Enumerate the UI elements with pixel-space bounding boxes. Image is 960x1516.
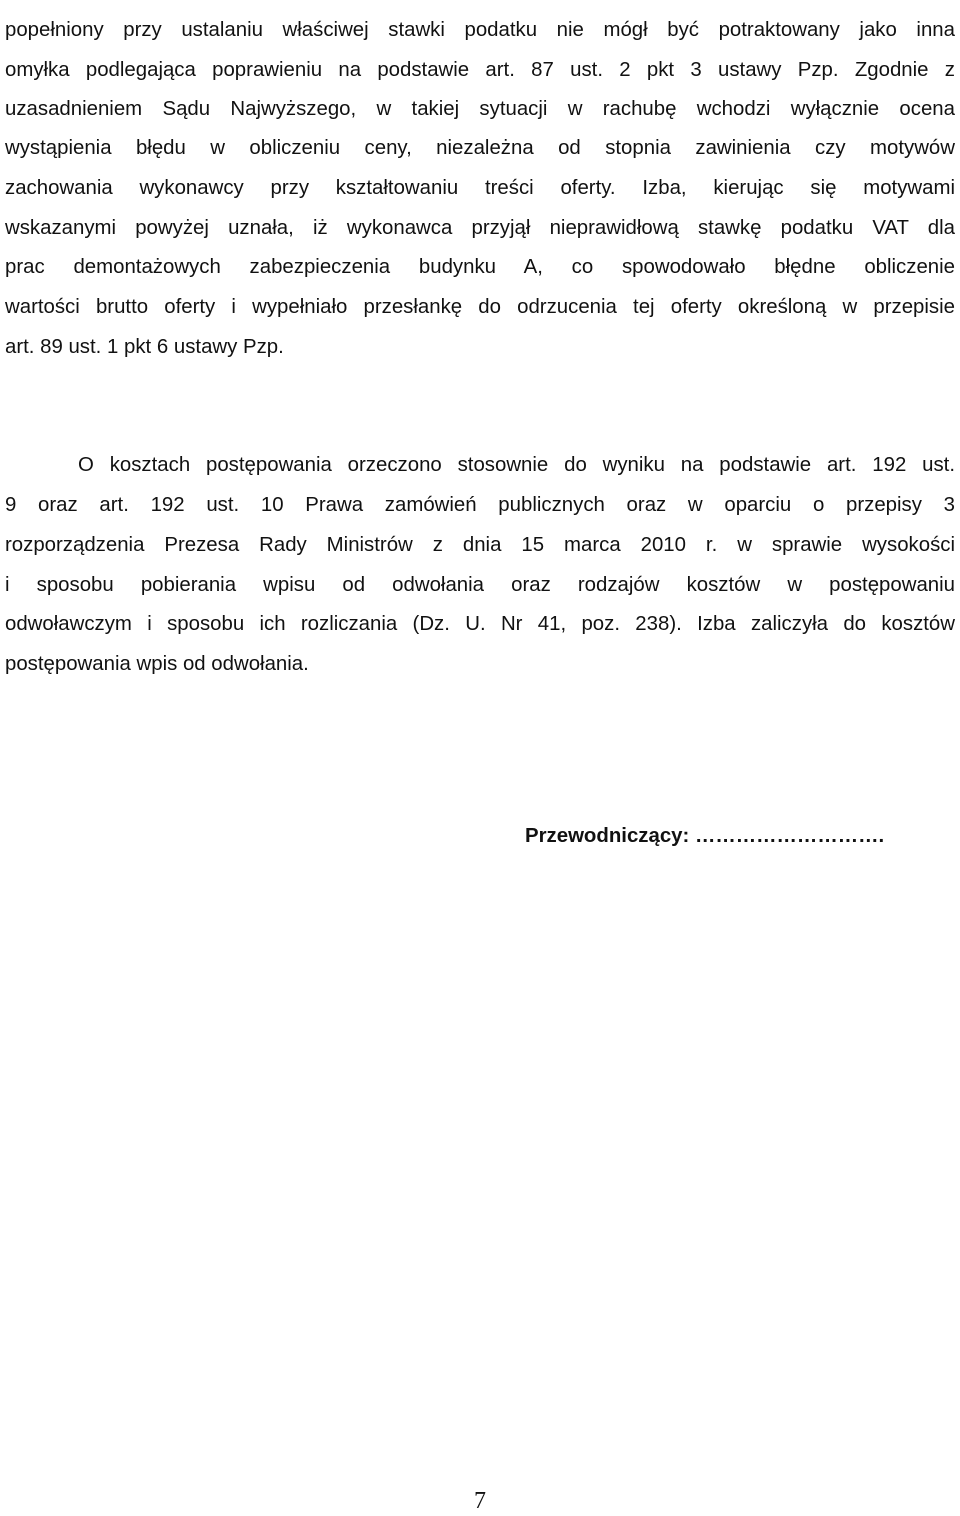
paragraph-2-line-5: odwoławczym i sposobu ich rozliczania (Dz. U. Nr 41, poz. 238). Izba zaliczyła do kosztów bbox=[5, 613, 955, 635]
paragraph-2-line-3: rozporządzenia Prezesa Rady Ministrów z dnia 15 marca 2010 r. w sprawie wysokości bbox=[5, 534, 955, 556]
paragraph-1-line-9: art. 89 ust. 1 pkt 6 ustawy Pzp. bbox=[5, 336, 284, 358]
paragraph-1-line-3: uzasadnieniem Sądu Najwyższego, w takiej sytuacji w rachubę wchodzi wyłącznie ocena bbox=[5, 98, 955, 120]
paragraph-2-line-1: O kosztach postępowania orzeczono stosownie do wyniku na podstawie art. 192 ust. bbox=[78, 454, 955, 476]
paragraph-1-line-1: popełniony przy ustalaniu właściwej stawki podatku nie mógł być potraktowany jako inna bbox=[5, 19, 955, 41]
paragraph-2-line-4: i sposobu pobierania wpisu od odwołania oraz rodzajów kosztów w postępowaniu bbox=[5, 574, 955, 596]
paragraph-1-line-2: omyłka podlegająca poprawieniu na podstawie art. 87 ust. 2 pkt 3 ustawy Pzp. Zgodnie z bbox=[5, 59, 955, 81]
paragraph-1-line-5: zachowania wykonawcy przy kształtowaniu treści oferty. Izba, kierując się motywami bbox=[5, 177, 955, 199]
signature-line: Przewodniczący: ………………………. bbox=[525, 825, 885, 847]
paragraph-2-line-6: postępowania wpis od odwołania. bbox=[5, 653, 309, 675]
paragraph-1-line-6: wskazanymi powyżej uznała, iż wykonawca przyjął nieprawidłową stawkę podatku VAT dla bbox=[5, 217, 955, 239]
page-number: 7 bbox=[474, 1488, 486, 1514]
paragraph-1-line-8: wartości brutto oferty i wypełniało przesłankę do odrzucenia tej oferty określoną w przepisie bbox=[5, 296, 955, 318]
paragraph-1-line-7: prac demontażowych zabezpieczenia budynku A, co spowodowało błędne obliczenie bbox=[5, 256, 955, 278]
paragraph-1-line-4: wystąpienia błędu w obliczeniu ceny, niezależna od stopnia zawinienia czy motywów bbox=[5, 137, 955, 159]
paragraph-2-line-2: 9 oraz art. 192 ust. 10 Prawa zamówień publicznych oraz w oparciu o przepisy 3 bbox=[5, 494, 955, 516]
